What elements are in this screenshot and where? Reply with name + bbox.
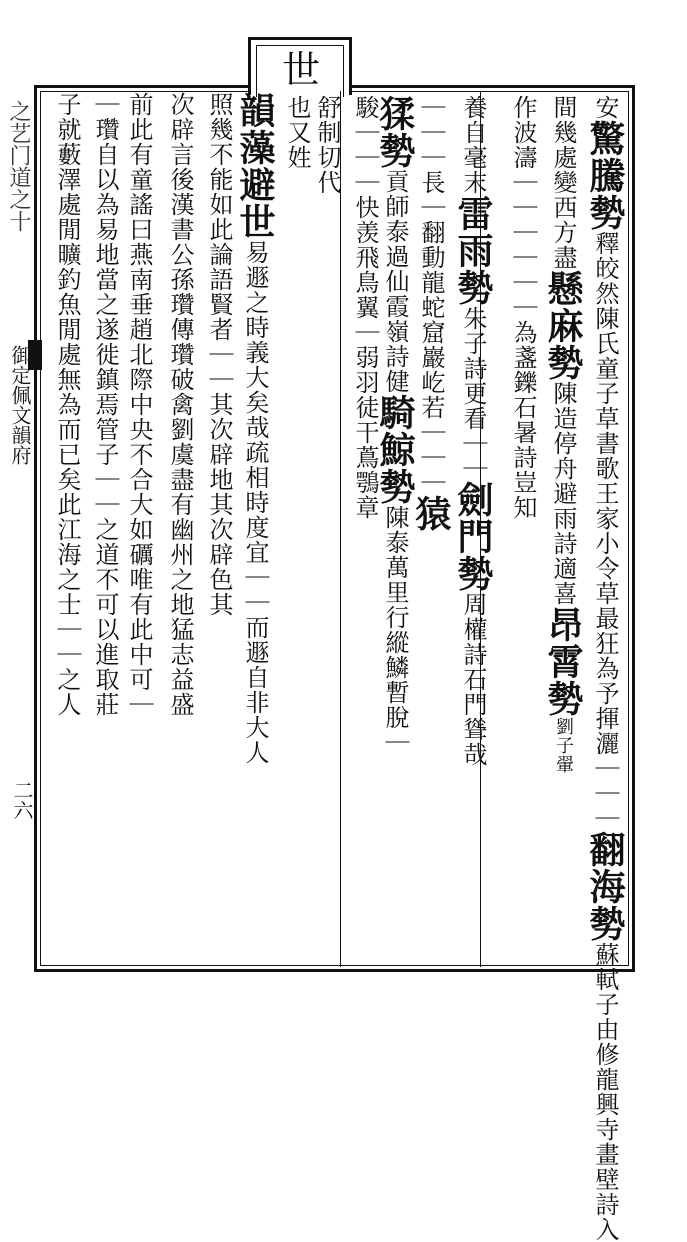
text-segment: 養自毫末 <box>459 95 487 195</box>
text-segment: 作波濤｜｜｜ <box>509 95 537 245</box>
text-column <box>52 92 82 717</box>
text-segment: 照幾不能如此論語賢者｜｜其次辟地其次辟色其 <box>205 92 233 617</box>
text-column <box>124 92 154 717</box>
text-column <box>90 92 120 717</box>
text-segment: 興寺畫壁詩入 <box>591 1092 619 1242</box>
text-column <box>584 95 626 1242</box>
text-segment: ｜｜｜長 <box>417 95 445 195</box>
text-segment: 易遯之時義大矣哉疏相時度宜｜｜而遯自非大人 <box>241 240 269 765</box>
text-column <box>350 95 380 520</box>
entry-heading: 昂霄勢 <box>542 606 584 717</box>
text-segment: 巖屹若｜｜｜ <box>417 345 445 495</box>
column-rule <box>340 91 341 967</box>
text-segment: 陳造停舟避雨詩適喜 <box>549 381 577 606</box>
text-segment: 朱子詩更看｜｜ <box>459 306 487 481</box>
text-segment: 間幾處變西方盡 <box>549 95 577 270</box>
text-segment: 舒制切代 <box>313 95 341 195</box>
entry-heading: 猿 <box>410 495 452 532</box>
text-column <box>508 95 538 520</box>
entry-heading: 韻藻 <box>234 92 276 166</box>
entry-heading: 翻海勢 <box>584 831 626 942</box>
header-char: 世 <box>281 48 320 92</box>
text-segment: ｜翻動龍蛇窟 <box>417 195 445 345</box>
text-column <box>204 92 234 617</box>
entry-heading: 騎鯨勢 <box>374 394 416 505</box>
text-column <box>312 95 342 195</box>
text-column <box>234 92 276 765</box>
text-segment: 前此有童謠曰燕南垂趙北際中央不合大如礪唯有此中可｜ <box>125 92 153 717</box>
entry-heading: 懸麻勢 <box>542 270 584 381</box>
text-segment: 安 <box>591 95 619 120</box>
text-segment: ｜弱羽徒干蔦鶚章 <box>351 320 379 520</box>
entry-heading: 雷雨勢 <box>452 195 494 306</box>
text-segment: 釋皎然陳氏童子草書歌王家 <box>591 231 619 531</box>
text-segment: 次辟言後漢書公孫瓚傳瓚破禽劉虞盡有幽州之地猛志益盛 <box>166 92 194 717</box>
text-column <box>374 95 416 755</box>
entry-heading: 避世 <box>234 166 276 240</box>
entry-heading: 劍門勢 <box>452 481 494 592</box>
text-segment: 駿｜｜｜快羡飛鳥翼 <box>351 95 379 320</box>
entry-heading: 猱勢 <box>374 95 416 169</box>
text-segment: 劉子翬 <box>553 717 574 774</box>
entry-heading: 驚騰勢 <box>584 120 626 231</box>
side-title: 御定佩文韻府 <box>8 345 32 465</box>
text-column <box>410 95 452 532</box>
text-segment: ｜｜｜為盞鑠石暑 <box>509 245 537 445</box>
text-column <box>165 92 195 717</box>
text-segment: 蘇軾子由修龍 <box>591 942 619 1092</box>
text-segment: 子就藪澤處閒曠釣魚閒處無為而已矣此江海之士｜｜之人 <box>53 92 81 717</box>
page-number: 二六 <box>10 780 34 820</box>
text-segment: 陳泰萬里行縱鱗暫脫｜ <box>381 505 409 755</box>
text-column <box>282 95 312 170</box>
text-segment: 也又姓 <box>283 95 311 170</box>
text-segment: 小令草最狂為予揮灑｜｜｜ <box>591 531 619 831</box>
text-segment: ｜瓚自以為易地當之遂徙鎮焉管子｜｜之道不可以進取莊 <box>91 92 119 717</box>
text-column <box>452 95 494 767</box>
text-segment: 詩豈知 <box>509 445 537 520</box>
text-segment: 貢師泰過仙霞嶺詩健 <box>381 169 409 394</box>
text-column <box>542 95 584 774</box>
left-margin-fragment: 之艺门道之十 <box>6 100 31 232</box>
text-segment: 周權詩石門聳哉 <box>459 592 487 767</box>
